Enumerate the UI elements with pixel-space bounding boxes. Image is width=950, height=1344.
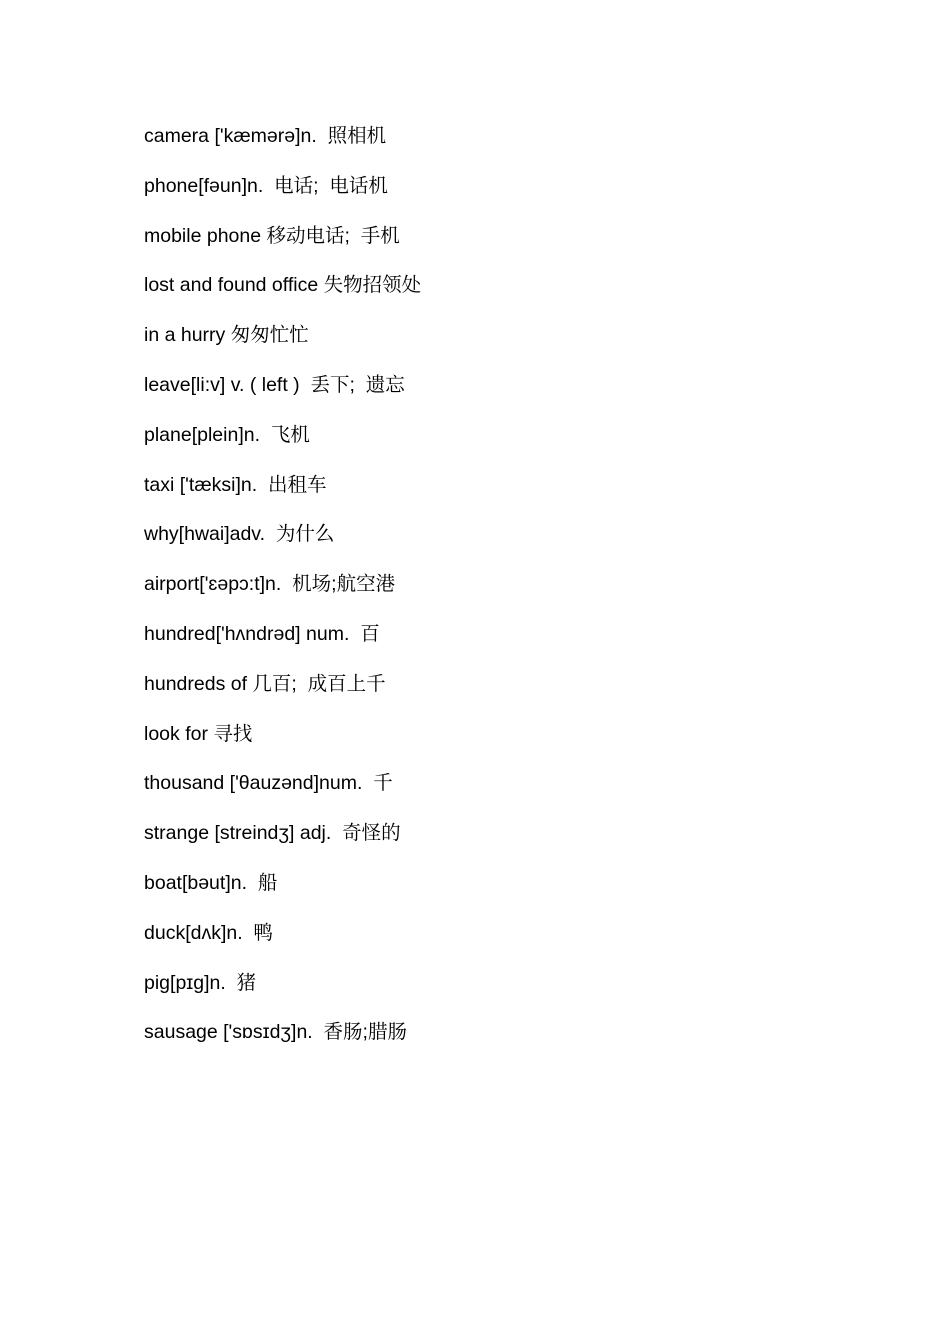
vocab-entry-airport: airport['ɛəpɔ:t]n. 机场;航空港 bbox=[144, 573, 396, 596]
vocab-entry-pig: pig[pɪg]n. 猪 bbox=[144, 971, 257, 994]
vocab-entry-strange: strange [streindʒ] adj. 奇怪的 bbox=[144, 822, 401, 845]
vocab-entry-phone: phone[fəun]n. 电话; 电话机 bbox=[144, 174, 388, 197]
vocabulary-list bbox=[144, 121, 421, 1067]
vocab-entry-sausage: sausage ['sɒsɪdʒ]n. 香肠;腊肠 bbox=[144, 1021, 407, 1044]
vocab-entry-thousand: thousand ['θauzənd]num. 千 bbox=[144, 772, 393, 795]
vocab-entry-why: why[hwai]adv. 为什么 bbox=[144, 523, 335, 546]
vocab-entry-duck: duck[dʌk]n. 鸭 bbox=[144, 921, 273, 944]
vocab-entry-boat: boat[bəut]n. 船 bbox=[144, 871, 278, 894]
vocab-entry-hundred: hundred['hʌndrəd] num. 百 bbox=[144, 622, 380, 645]
vocab-entry-lost-and-found: lost and found office 失物招领处 bbox=[144, 274, 422, 297]
vocab-entry-mobile-phone: mobile phone 移动电话; 手机 bbox=[144, 224, 400, 247]
vocab-entry-taxi: taxi ['tæksi]n. 出租车 bbox=[144, 473, 327, 496]
vocab-entry-leave: leave[li:v] v. ( left ) 丢下; 遗忘 bbox=[144, 373, 405, 396]
vocab-entry-camera: camera ['kæmərə]n. 照相机 bbox=[144, 125, 387, 147]
vocab-entry-plane: plane[plein]n. 飞机 bbox=[144, 423, 310, 446]
vocab-entry-in-a-hurry: in a hurry 匆匆忙忙 bbox=[144, 324, 309, 347]
vocab-entry-hundreds-of: hundreds of 几百; 成百上千 bbox=[144, 672, 386, 695]
vocab-entry-look-for: look for 寻找 bbox=[144, 722, 253, 745]
